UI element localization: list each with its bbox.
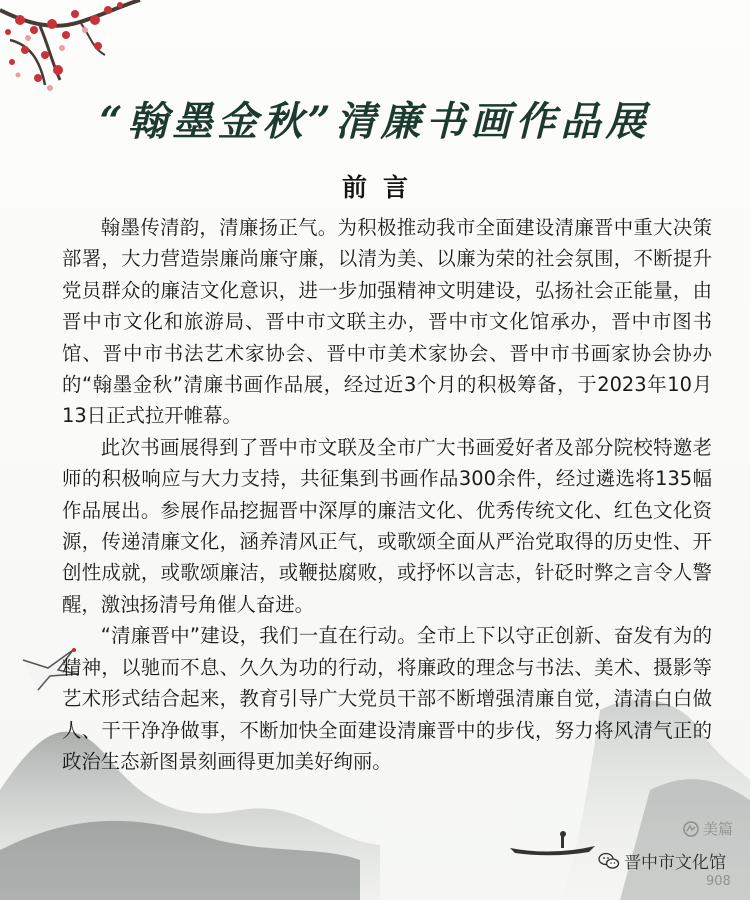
- wechat-icon: [598, 852, 620, 870]
- boat-icon: [505, 830, 600, 858]
- meipian-watermark: [682, 818, 733, 839]
- exhibition-title: “翰墨金秋”清廉书画作品展: [99, 98, 651, 145]
- paragraph-2: 此次书画展得到了晋中市文联及全市广大书画爱好者及部分院校特邀老师的积极响应与大力支持，共征集到书画作品300余件，经过遴选将135幅作品展出。参展作品挖掘晋中深厚的廉洁文化、优秀传统文化、红色文化资源，传递清廉文化，涵养清风正气，或歌颂全面从严治党取得的历史性、开创性成就，或歌颂廉洁，或鞭挞腐败，或抒怀以言志，针砭时弊之言令人警醒，激浊扬清号角催人奋进。: [62, 435, 712, 616]
- preface-heading: 前言: [341, 173, 424, 202]
- meipian-label: 美篇: [703, 820, 734, 838]
- meipian-logo-icon: [682, 821, 700, 837]
- source-name: 晋中市文化馆: [624, 853, 726, 873]
- preface-body: [62, 212, 712, 777]
- source-watermark: [598, 848, 726, 873]
- watermark-number: 908: [706, 874, 731, 889]
- paragraph-3: “清廉晋中”建设，我们一直在行动。全市上下以守正创新、奋发有为的精神，以驰而不息、久久为功的行动，将廉政的理念与书法、美术、摄影等艺术形式结合起来，教育引导广大党员干部不断增强清廉自觉，清清白白做人、干干净净做事，不断加快全面建设清廉晋中的步伐，努力将风清气正的政治生态新图景刻画得更加美好绚丽。: [62, 624, 712, 773]
- paragraph-1: 翰墨传清韵，清廉扬正气。为积极推动我市全面建设清廉晋中重大决策部署，大力营造崇廉尚廉守廉，以清为美、以廉为荣的社会氛围，不断提升党员群众的廉洁文化意识，进一步加强精神文明建设，弘扬社会正能量，由晋中市文化和旅游局、晋中市文联主办，晋中市文化馆承办，晋中市图书馆、晋中市书法艺术家协会、晋中市美术家协会、晋中市书画家协会协办的“翰墨金秋”清廉书画作品展，经过近3个月的积极筹备，于2023年10月13日正式拉开帷幕。: [62, 216, 712, 428]
